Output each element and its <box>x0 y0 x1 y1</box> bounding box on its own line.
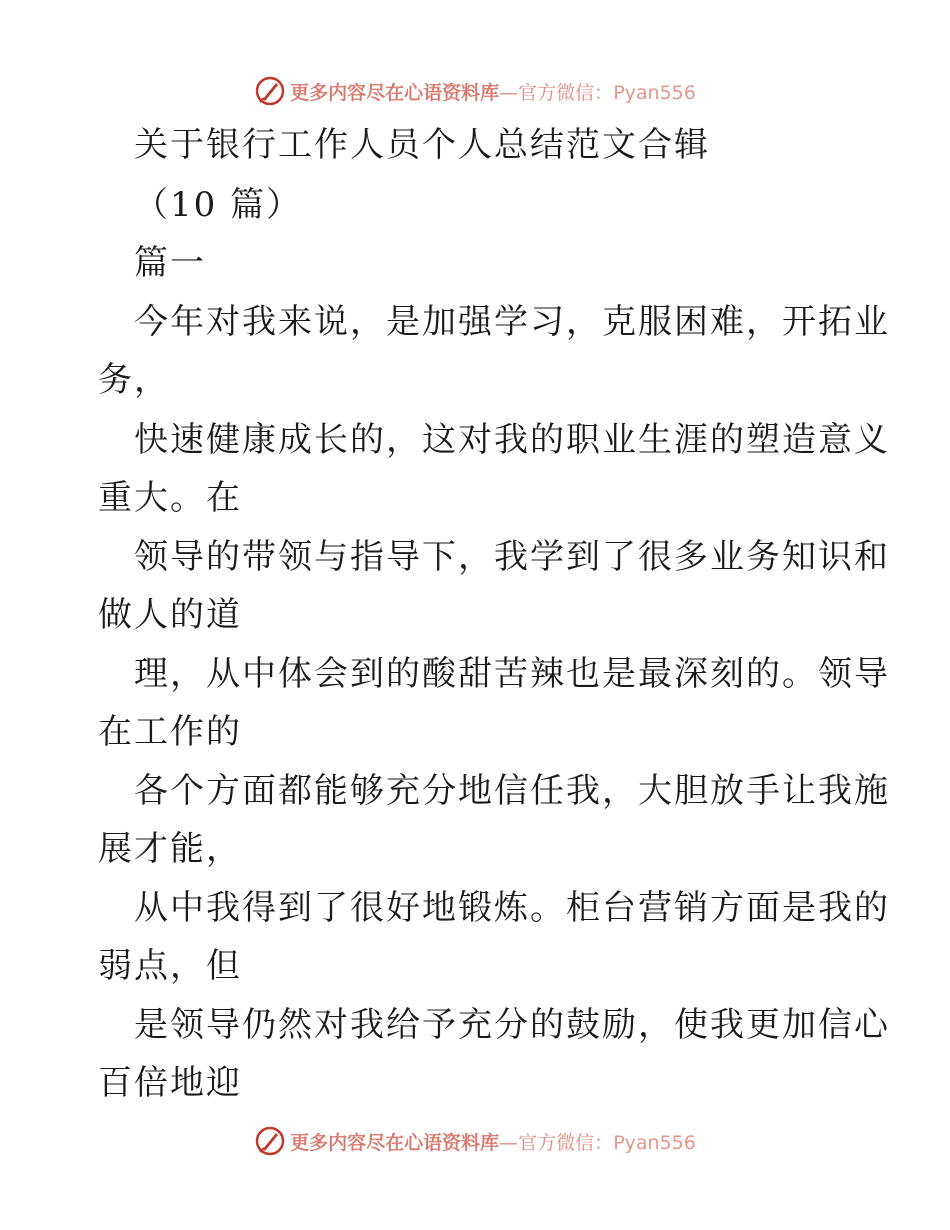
paragraph-line: 重大。在 <box>98 478 242 518</box>
paragraph-line: 百倍地迎 <box>98 1063 242 1103</box>
quill-circle-icon <box>254 1125 286 1157</box>
paragraph-line: 各个方面都能够充分地信任我，大胆放手让我施 <box>134 771 890 811</box>
banner-main-text: 更多内容尽在心语资料库 <box>290 1131 500 1154</box>
banner-wechat-id: Pyan556 <box>613 1131 696 1154</box>
paragraph-line: 是领导仍然对我给予充分的鼓励，使我更加信心 <box>134 1005 890 1045</box>
banner-main-text: 更多内容尽在心语资料库 <box>290 81 500 104</box>
paragraph-line: 理，从中体会到的酸甜苦辣也是最深刻的。领导 <box>134 654 890 694</box>
paragraph-line: 领导的带领与指导下，我学到了很多业务知识和 <box>134 537 890 577</box>
paragraph-line: 今年对我来说，是加强学习，克服困难，开拓业 <box>134 302 890 342</box>
paragraph-line: 在工作的 <box>98 712 242 752</box>
banner-text <box>290 1128 696 1155</box>
paragraph-line: 快速健康成长的，这对我的职业生涯的塑造意义 <box>134 420 890 460</box>
quill-circle-icon <box>254 75 286 107</box>
paragraph-line: 展才能， <box>98 829 242 869</box>
banner-wechat-label: 官方微信： <box>518 81 614 104</box>
document-subtitle: （10 篇） <box>134 185 303 225</box>
paragraph-line: 弱点，但 <box>98 946 242 986</box>
banner-text <box>290 78 696 105</box>
document-title: 关于银行工作人员个人总结范文合辑 <box>134 125 710 165</box>
banner-wechat-label: 官方微信： <box>518 1131 614 1154</box>
paragraph-line: 务， <box>98 360 170 400</box>
paragraph-line: 从中我得到了很好地锻炼。柜台营销方面是我的 <box>134 888 890 928</box>
banner-wechat-id: Pyan556 <box>613 81 696 104</box>
banner-dash: — <box>499 1131 519 1154</box>
header-banner <box>0 71 950 111</box>
banner-dash: — <box>499 81 519 104</box>
paragraph-line: 做人的道 <box>98 595 242 635</box>
section-heading: 篇一 <box>134 243 206 283</box>
footer-banner <box>0 1121 950 1161</box>
